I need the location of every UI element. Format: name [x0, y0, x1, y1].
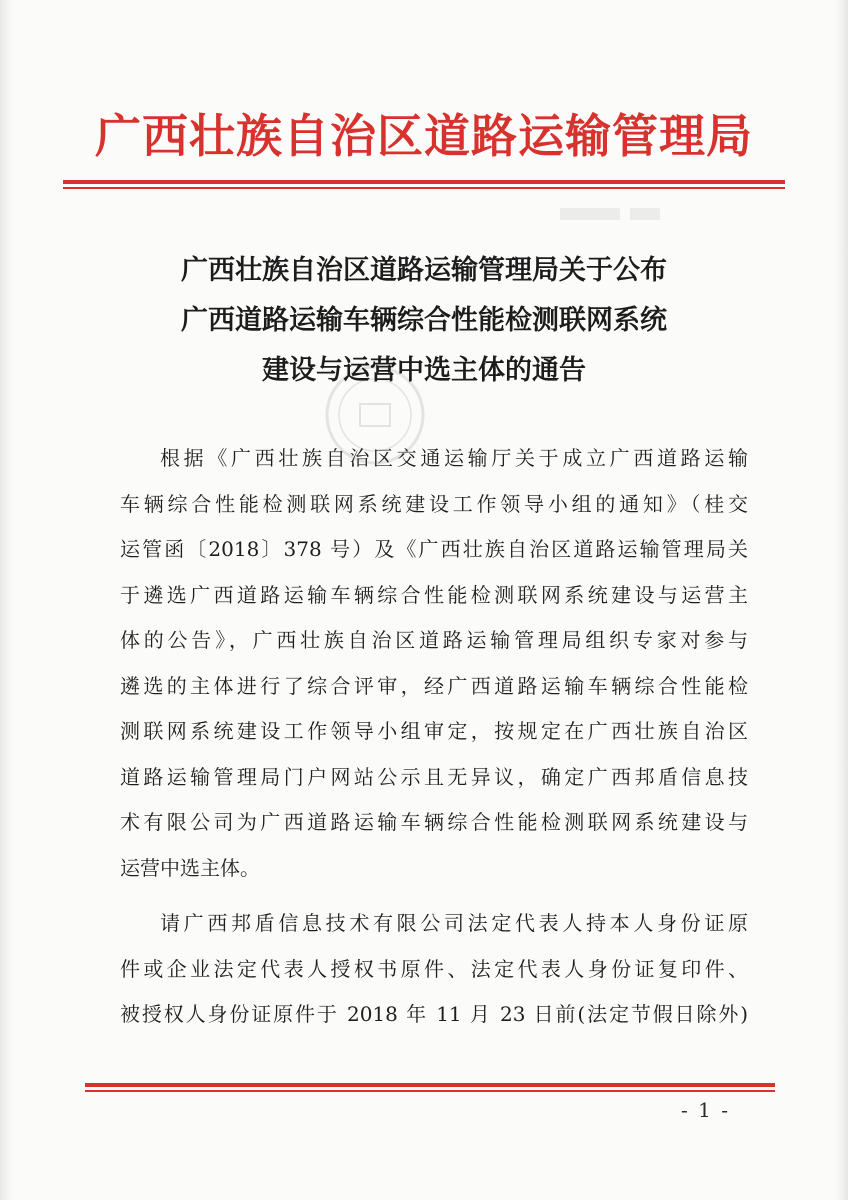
document-title	[80, 246, 768, 396]
body-line: 件或企业法定代表人授权书原件、法定代表人身份证复印件、	[120, 956, 748, 981]
body-paragraph-1	[120, 436, 748, 891]
footer-red-rule-thick	[85, 1083, 775, 1087]
body-line: 车辆综合性能检测联网系统建设工作领导小组的通知》（桂交	[120, 491, 748, 516]
body-line: 体的公告》，广西壮族自治区道路运输管理局组织专家对参与	[120, 628, 748, 652]
agency-letterhead: 广西壮族自治区道路运输管理局	[95, 109, 753, 163]
body-line: 根据《广西壮族自治区交通运输厅关于成立广西道路运输	[160, 446, 748, 470]
scan-bleed-through	[520, 200, 740, 230]
page-right-edge	[836, 0, 848, 1200]
page-left-edge	[0, 0, 12, 1200]
footer-red-rule-thin	[85, 1090, 775, 1092]
body-line: 请广西邦盾信息技术有限公司法定代表人持本人身份证原	[160, 911, 748, 935]
document-title-line: 广西壮族自治区道路运输管理局关于公布	[181, 255, 667, 286]
body-line: 遴选的主体进行了综合评审，经广西道路运输车辆综合性能检	[120, 673, 748, 698]
page-number: - 1 -	[681, 1098, 730, 1122]
body-line: 术有限公司为广西道路运输车辆综合性能检测联网系统建设与	[120, 810, 748, 834]
body-line: 运营中选主体。	[120, 855, 260, 880]
body-paragraph-2	[120, 901, 748, 1038]
body-line: 运管函〔2018〕378 号）及《广西壮族自治区道路运输管理局关	[120, 537, 748, 561]
body-line: 于遴选广西道路运输车辆综合性能检测联网系统建设与运营主	[120, 582, 748, 607]
body-line: 测联网系统建设工作领导小组审定，按规定在广西壮族自治区	[120, 719, 748, 743]
letterhead-red-rule-thin	[63, 187, 785, 189]
body-line: 道路运输管理局门户网站公示且无异议，确定广西邦盾信息技	[120, 764, 748, 789]
document-title-line: 建设与运营中选主体的通告	[262, 355, 586, 386]
letterhead-red-rule-thick	[63, 180, 785, 184]
document-title-line: 广西道路运输车辆综合性能检测联网系统	[181, 305, 667, 336]
body-line: 被授权人身份证原件于 2018 年 11 月 23 日前(法定节假日除外)	[120, 1002, 748, 1026]
document-body	[120, 436, 748, 1038]
